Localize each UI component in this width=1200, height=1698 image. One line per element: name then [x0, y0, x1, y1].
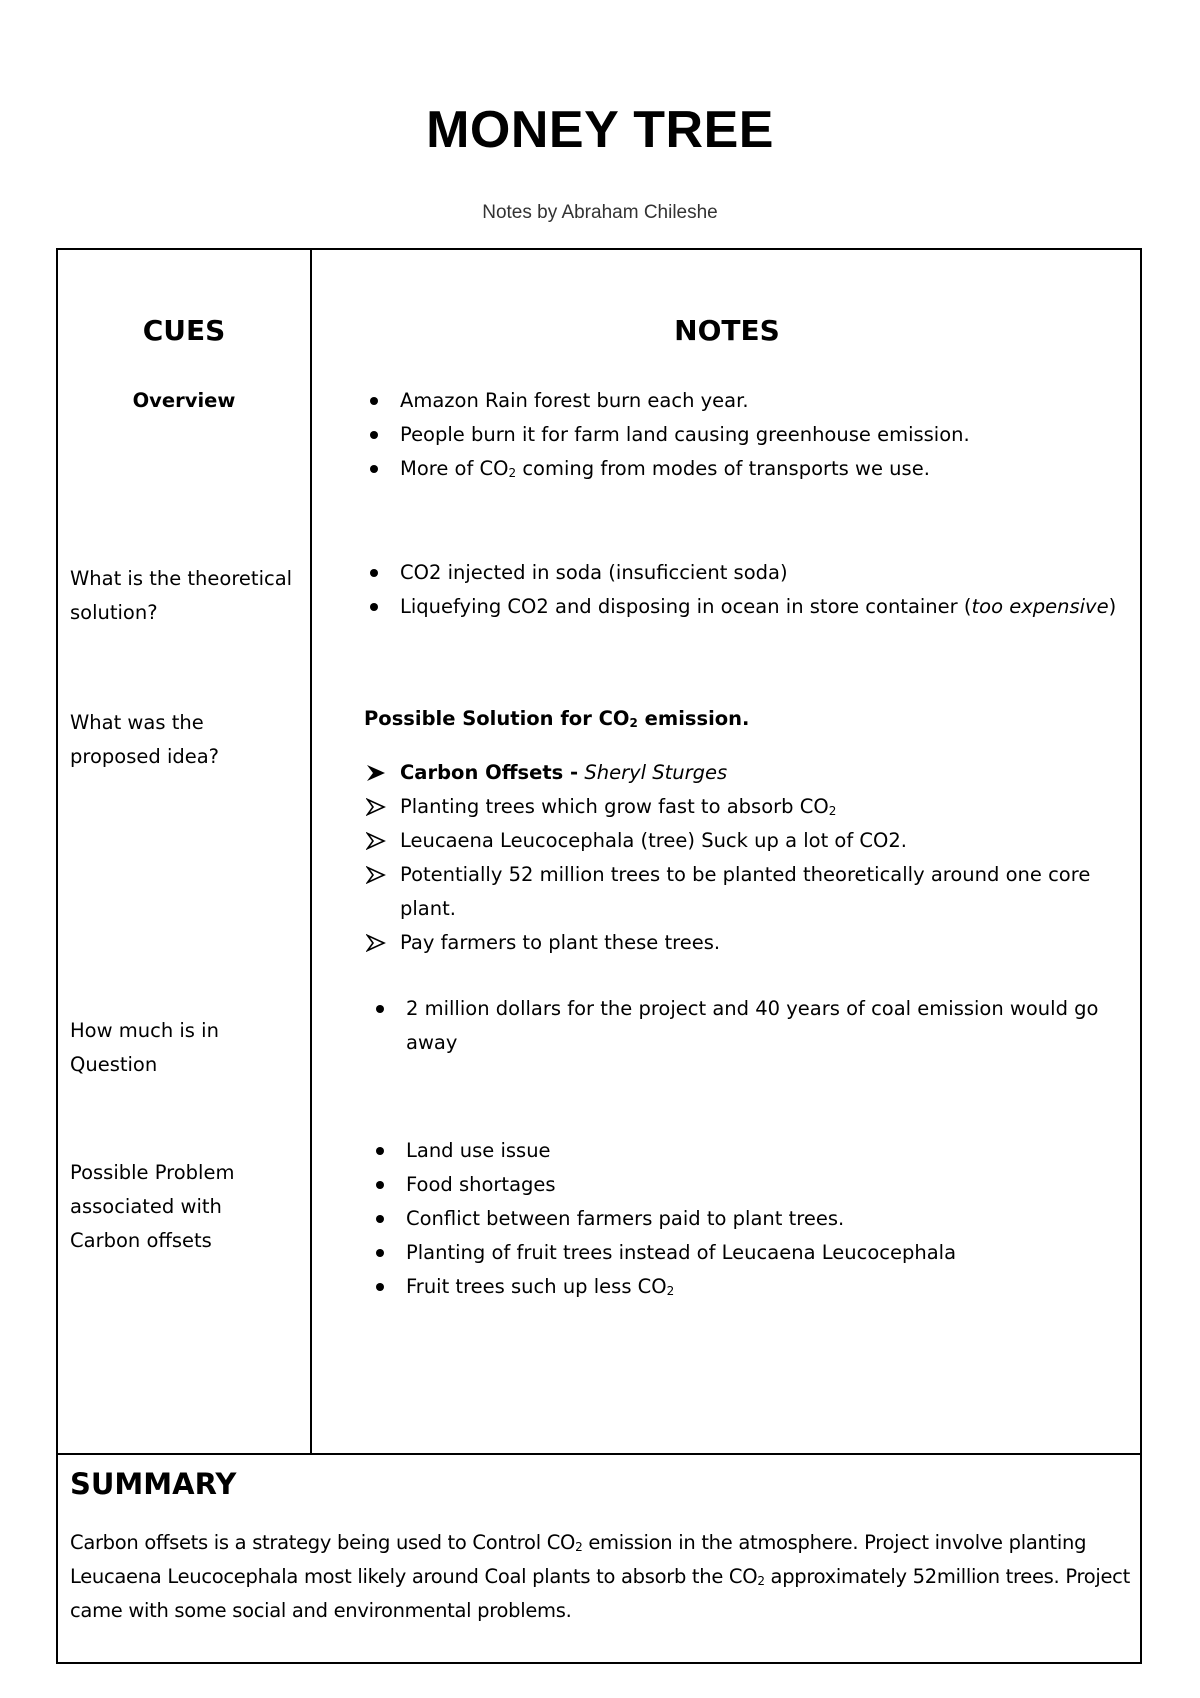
summary-text: Carbon offsets is a strategy being used to Control $CO_2$ emission in the atmosphere. Project involve planting Leucaena Leucocephala most likely around Coal plants to absorb the $CO_2$ approximately 52million trees. Project came with some social and environmental problems.	[70, 1531, 1130, 1622]
list-item: More of $CO_2$ coming from modes of transports we use.	[400, 457, 930, 480]
summary-heading: SUMMARY	[70, 1467, 237, 1501]
cue-how-much: How much is in Question	[70, 1019, 219, 1076]
list-item: Liquefying CO2 and disposing in ocean in store container (too expensive)	[400, 595, 1117, 618]
arrow-bullet-icon	[366, 926, 390, 952]
column-divider	[310, 248, 312, 1454]
arrow-bullet-icon	[366, 858, 390, 884]
list-item: CO2 injected in soda (insuficcient soda)	[400, 561, 788, 584]
cue-theoretical-solution: What is the theoretical solution?	[70, 567, 293, 624]
list-item: 2 million dollars for the project and 40 years of coal emission would go away	[406, 997, 1099, 1054]
list-item: Food shortages	[406, 1173, 556, 1196]
arrow-bullet-icon	[366, 790, 390, 816]
proposed-solution-heading: Possible Solution for $CO_2$ emission.	[364, 707, 750, 730]
arrow-bullet-icon	[366, 824, 390, 850]
list-item: Leucaena Leucocephala (tree) Suck up a lot of CO2.	[364, 824, 1124, 858]
problem-notes	[370, 1134, 1130, 1304]
proposed-notes	[364, 756, 1124, 960]
list-item: Conflict between farmers paid to plant trees.	[406, 1207, 845, 1230]
summary-divider	[56, 1453, 1142, 1455]
theoretical-notes	[364, 556, 1139, 624]
cue-possible-problem: Possible Problem associated with Carbon offsets	[70, 1161, 235, 1252]
list-item: Planting trees which grow fast to absorb $CO_2$	[364, 790, 1124, 824]
list-item: Amazon Rain forest burn each year.	[400, 389, 749, 412]
list-item: Planting of fruit trees instead of Leucaena Leucocephala	[406, 1241, 957, 1264]
cue-overview: Overview	[132, 389, 236, 412]
cues-heading: CUES	[142, 314, 226, 347]
document-title: MONEY TREE	[426, 101, 774, 159]
list-item: People burn it for farm land causing greenhouse emission.	[400, 423, 970, 446]
list-item: Fruit trees such up less $CO_2$	[406, 1275, 675, 1298]
document-subtitle: Notes by Abraham Chileshe	[482, 202, 718, 223]
list-item: Pay farmers to plant these trees.	[364, 926, 1124, 960]
notes-heading: NOTES	[674, 314, 780, 347]
overview-notes	[364, 384, 1134, 486]
cue-proposed-idea: What was the proposed idea?	[70, 711, 220, 768]
list-item: Land use issue	[406, 1139, 551, 1162]
list-item: Carbon Offsets - Sheryl Sturges	[364, 756, 1124, 790]
list-item: Potentially 52 million trees to be planted theoretically around one core plant.	[364, 858, 1124, 926]
arrow-bullet-icon	[366, 756, 390, 782]
how-much-notes	[370, 992, 1110, 1060]
